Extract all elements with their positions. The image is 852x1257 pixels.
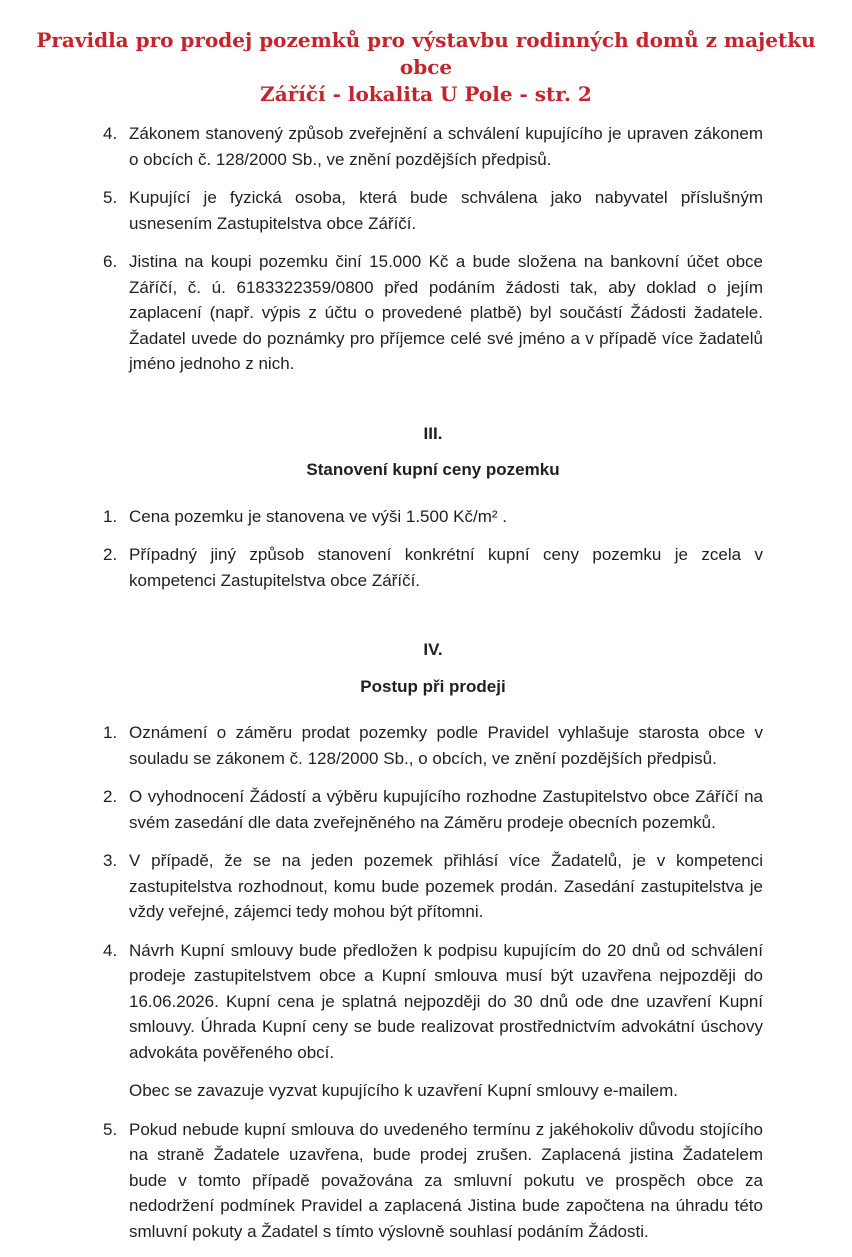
section-heading: Stanovení kupní ceny pozemku	[306, 460, 560, 479]
item-text: Případný jiný způsob stanovení konkrétní kupní ceny pozemku je zcela v kompetenci Zastupitelstva obce Záříčí.	[129, 545, 763, 590]
list-item	[103, 1117, 763, 1245]
list-item	[103, 249, 763, 377]
list-item	[103, 504, 763, 530]
item-text: Kupující je fyzická osoba, která bude schválena jako nabyvatel příslušným usnesením Zastupitelstva obce Záříčí.	[129, 188, 763, 233]
item-text: V případě, že se na jeden pozemek přihlásí více Žadatelů, je v kompetenci zastupitelstva rozhodnout, komu bude pozemek prodán. Zasedání zastupitelstva je vždy veřejné, zájemci tedy mohou být přítomni.	[129, 851, 763, 921]
item-number: 2.	[103, 545, 118, 564]
title-line-1: Pravidla pro prodej pozemků pro výstavbu rodinných domů z majetku obce	[36, 28, 816, 79]
item-text: Cena pozemku je stanovena ve výši 1.500 Kč/m² .	[129, 506, 507, 526]
item-text: Zákonem stanovený způsob zveřejnění a schválení kupujícího je upraven zákonem o obcích č. 128/2000 Sb., ve znění pozdějších předpisů.	[129, 124, 763, 169]
item-text: Jistina na koupi pozemku činí 15.000 Kč a bude složena na bankovní účet obce Záříčí, č. ú. 6183322359/0800 před podáním žádosti tak, aby doklad o jejím zaplacení (např. výpis z účtu o provedené platbě) byl součástí Žádosti žadatele. Žadatel uvede do poznámky pro příjemce celé své jméno a v případě více žadatelů jméno jednoho z nich.	[129, 252, 763, 373]
item-number: 3.	[103, 851, 118, 870]
list-item	[103, 784, 763, 835]
section-heading: Postup při prodeji	[360, 676, 506, 696]
item-text: Oznámení o záměru prodat pozemky podle Pravidel vyhlašuje starosta obce v souladu se zákonem č. 128/2000 Sb., o obcích, ve znění pozdějších předpisů.	[129, 723, 763, 768]
item-number: 4.	[103, 124, 118, 143]
list-item	[103, 848, 763, 925]
item-number: 4.	[103, 940, 118, 960]
section-number: IV.	[423, 640, 443, 659]
list-item	[103, 542, 763, 593]
item-extra-text: Obec se zavazuje vyzvat kupujícího k uzavření Kupní smlouvy e-mailem.	[129, 1081, 678, 1100]
list-item	[103, 938, 763, 1104]
page-title	[18, 27, 834, 108]
item-number: 1.	[103, 723, 118, 742]
item-number: 5.	[103, 1119, 118, 1139]
list-item	[103, 185, 763, 236]
item-text: Návrh Kupní smlouvy bude předložen k podpisu kupujícím do 20 dnů od schválení prodeje zastupitelstvem obce a Kupní smlouva musí být uzavřena nejpozději do 16.06.2026. Kupní cena je splatná nejpozději do 30 dnů ode dne uzavření Kupní smlouvy. Úhrada Kupní ceny se bude realizovat prostřednictvím advokátní úschovy advokáta pověřeného obcí.	[129, 940, 763, 1062]
title-line-2: Záříčí - lokalita U Pole - str. 2	[260, 82, 592, 106]
item-text: O vyhodnocení Žádostí a výběru kupujícího rozhodne Zastupitelstvo obce Záříčí na svém zasedání dle data zveřejněného na Záměru prodeje obecních pozemků.	[129, 787, 763, 832]
item-number: 1.	[103, 506, 118, 526]
list-item	[103, 720, 763, 771]
list-item	[103, 121, 763, 172]
item-number: 5.	[103, 188, 118, 207]
item-number: 6.	[103, 252, 118, 271]
item-text: Pokud nebude kupní smlouva do uvedeného termínu z jakéhokoliv důvodu stojícího na straně Žadatele uzavřena, bude prodej zrušen. Zaplacená jistina Žadatelem bude v tomto případě považována za smluvní pokutu ve prospěch obce za nedodržení podmínek Pravidel a zaplacená Jistina bude započtena na úhradu této smluvní pokuty a Žadatel s tímto výslovně souhlasí podáním Žádosti.	[129, 1119, 763, 1241]
document-body	[103, 121, 763, 1244]
section-number: III.	[423, 423, 443, 443]
item-number: 2.	[103, 787, 118, 806]
